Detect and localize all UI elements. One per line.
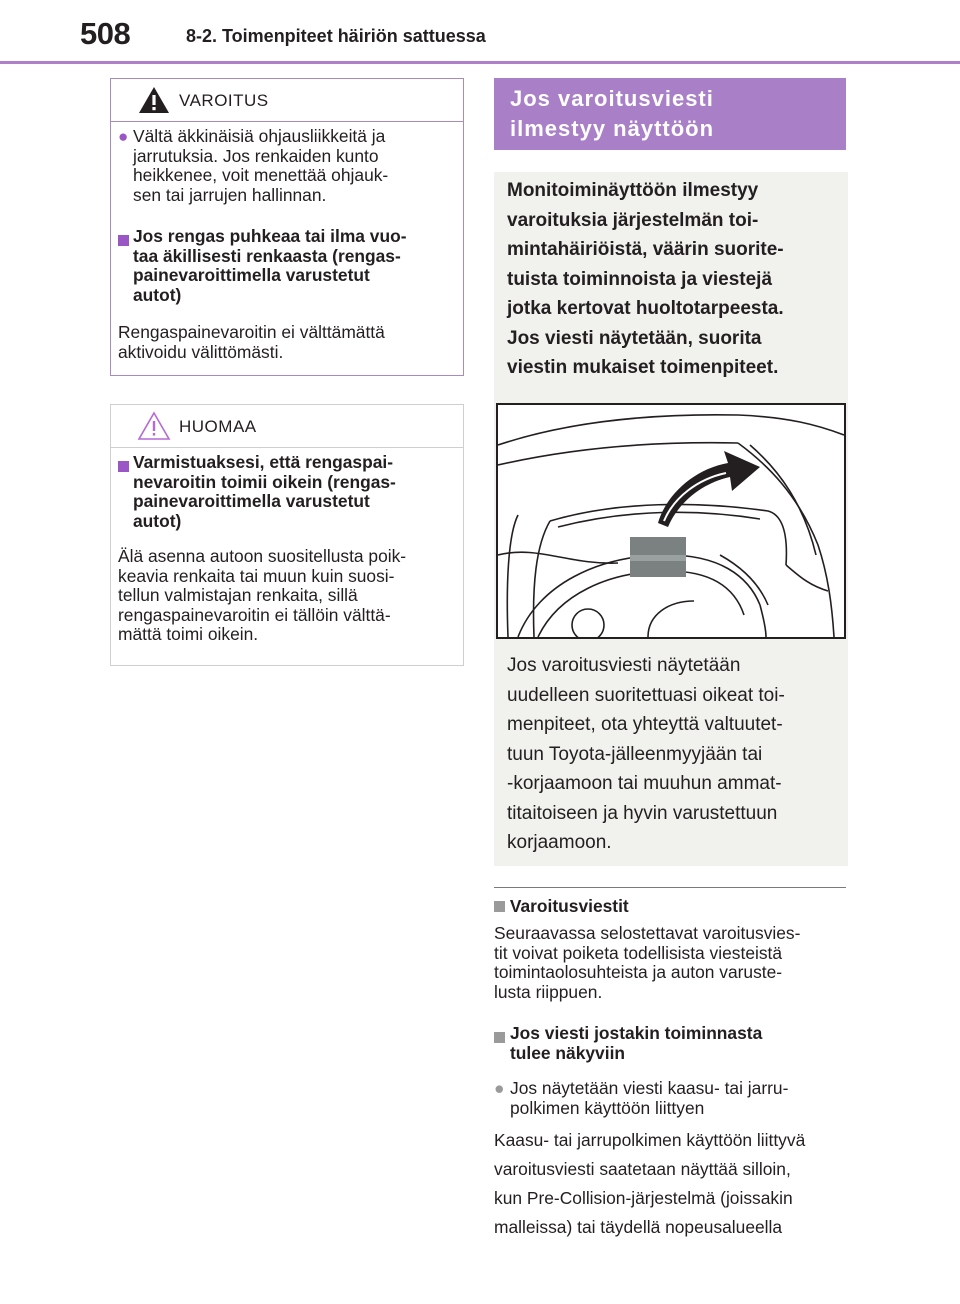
warning-triangle-icon xyxy=(137,85,171,115)
notice-box xyxy=(110,404,464,666)
text-line: autot) xyxy=(133,510,182,531)
text-line: tuista toiminnoista ja viestejä xyxy=(507,268,773,290)
text-line: mättä toimi oikein. xyxy=(118,624,259,644)
warning-box-header xyxy=(111,79,463,122)
heading-line: ilmestyy näyttöön xyxy=(510,116,715,141)
text-line: kun Pre-Collision-järjestelmä (joissakin xyxy=(494,1188,793,1208)
text-line: taa äkillisesti renkaasta (rengas- xyxy=(133,245,401,266)
text-line: keavia renkaita tai muun kuin suosi- xyxy=(118,565,395,586)
text-line: painevaroittimella varustetut xyxy=(133,265,370,285)
divider xyxy=(494,887,846,888)
text-line: tit voivat poiketa todellisista viesteistä xyxy=(494,942,783,963)
text-line: rengaspainevaroitin ei tällöin välttä- xyxy=(118,604,391,625)
text-line: titaitoiseen ja hyvin varustettuun xyxy=(507,802,778,824)
subsection-title-text: Varoitusviestit xyxy=(509,896,629,916)
page-number: 508 xyxy=(80,16,131,51)
text-line: malleissa) tai täydellä nopeusalueella xyxy=(494,1217,783,1237)
pedal-message-bullet xyxy=(494,1079,846,1118)
subsection-function-message-title xyxy=(494,1024,846,1063)
text-line: jarrutuksia. Jos renkaiden kunto xyxy=(133,145,379,166)
pedal-message-body xyxy=(494,1126,854,1242)
circle-bullet-icon: ● xyxy=(494,1078,505,1098)
warning-item-2-body xyxy=(118,323,458,362)
text-line: Kaasu- tai jarrupolkimen käyttöön liittyvä xyxy=(494,1130,806,1150)
text-line: korjaamoon. xyxy=(507,832,612,853)
instrument-panel-drawing xyxy=(498,405,844,637)
square-bullet-icon xyxy=(494,901,505,912)
text-line: Jos viesti näytetään, suorita xyxy=(507,327,762,349)
text-line: tuun Toyota-jälleenmyyjään tai xyxy=(507,743,763,765)
text-line: polkimen käyttöön liittyen xyxy=(510,1097,705,1118)
text-line: Jos viesti jostakin toiminnasta xyxy=(510,1023,763,1043)
text-line: varoitusviesti saatetaan näyttää silloin, xyxy=(494,1159,791,1179)
notice-title: HUOMAA xyxy=(179,417,257,436)
text-line: uudelleen suoritettuasi oikeat toi- xyxy=(507,684,785,706)
text-line: Varmistuaksesi, että rengaspai- xyxy=(133,452,394,472)
section-title: 8-2. Toimenpiteet häiriön sattuessa xyxy=(186,26,486,46)
text-line: menpiteet, ota yhteyttä valtuutet- xyxy=(507,714,783,735)
heading-line: Jos varoitusviesti xyxy=(510,86,714,111)
warning-box xyxy=(110,78,464,376)
text-line: Seuraavassa selostettavat varoitusvies- xyxy=(494,923,801,943)
intro-text xyxy=(507,176,843,383)
subsection-warning-messages-title xyxy=(494,897,846,917)
text-line: Jos rengas puhkeaa tai ilma vuo- xyxy=(133,226,407,246)
after-image-text xyxy=(507,651,843,858)
text-line: Jos varoitusviesti näytetään xyxy=(507,655,741,676)
section-heading xyxy=(510,84,714,144)
warning-title: VAROITUS xyxy=(179,91,269,110)
dashboard-illustration xyxy=(496,403,846,639)
subsection-warning-messages-body xyxy=(494,924,846,1002)
text-line: viestin mukaiset toimenpiteet. xyxy=(507,357,779,378)
square-bullet-icon xyxy=(494,1028,505,1048)
warning-item-1 xyxy=(118,127,458,205)
text-line: Vältä äkkinäisiä ohjausliikkeitä ja xyxy=(133,126,386,146)
text-line: aktivoidu välittömästi. xyxy=(118,341,284,362)
text-line: nevaroitin toimii oikein (rengas- xyxy=(133,471,396,492)
text-line: jotka kertovat huoltotarpeesta. xyxy=(507,298,784,319)
text-line: painevaroittimella varustetut xyxy=(133,491,370,511)
notice-item-heading xyxy=(118,453,458,531)
text-line: Rengaspainevaroitin ei välttämättä xyxy=(118,322,385,342)
circle-bullet-icon: ● xyxy=(118,127,129,146)
text-line: varoituksia järjestelmän toi- xyxy=(507,209,759,231)
warning-item-2-heading xyxy=(118,227,458,305)
text-line: Monitoiminäyttöön ilmestyy xyxy=(507,180,759,201)
text-line: lusta riippuen. xyxy=(494,981,603,1002)
square-bullet-icon xyxy=(118,231,129,251)
text-line: tulee näkyviin xyxy=(510,1042,626,1063)
text-line: sen tai jarrujen hallinnan. xyxy=(133,184,327,205)
text-line: tellun valmistajan renkaita, sillä xyxy=(118,585,358,605)
text-line: heikkenee, voit menettää ohjauk- xyxy=(133,165,389,185)
notice-box-header xyxy=(111,405,463,448)
header-rule xyxy=(0,61,960,64)
text-line: Jos näytetään viesti kaasu- tai jarru- xyxy=(510,1078,789,1098)
text-line: autot) xyxy=(133,284,182,305)
square-bullet-icon xyxy=(118,457,129,477)
text-line: toimintaolosuhteista ja auton varuste- xyxy=(494,962,783,982)
text-line: Älä asenna autoon suositellusta poik- xyxy=(118,546,407,566)
notice-item-body xyxy=(118,547,458,645)
text-line: -korjaamoon tai muuhun ammat- xyxy=(507,773,782,794)
notice-triangle-icon xyxy=(137,411,171,441)
text-line: mintahäiriöistä, väärin suorite- xyxy=(507,239,784,260)
